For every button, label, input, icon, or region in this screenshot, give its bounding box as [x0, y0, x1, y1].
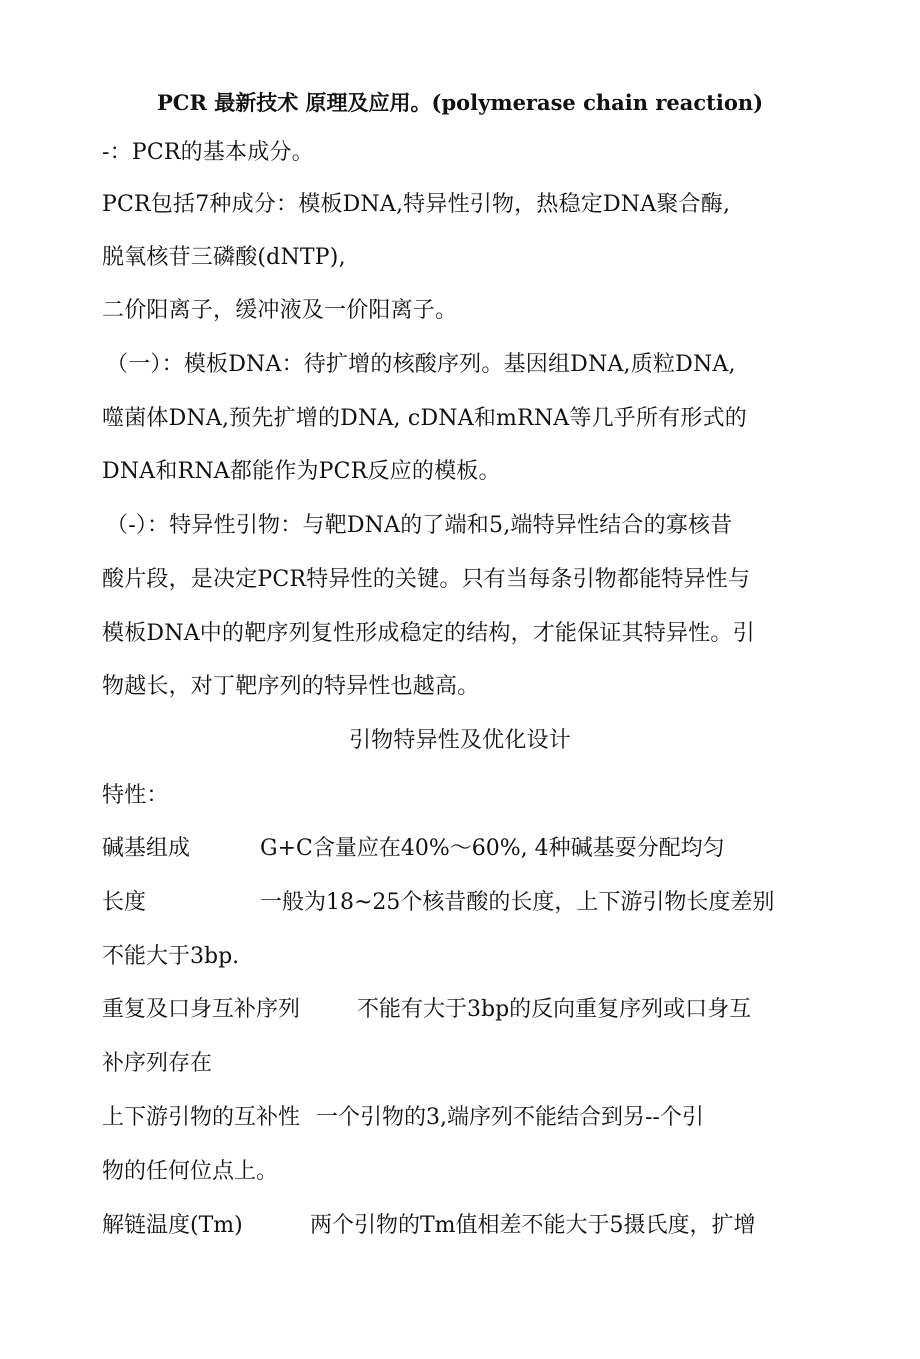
paragraph-primer-line-2: 酸片段，是决定PCR特异性的关键。只有当每条引物都能特异性与 [102, 567, 751, 592]
property-term-length: 长度 [102, 890, 147, 915]
property-desc-repeats-line-1: 不能有大于3bp的反向重复序列或口身互 [357, 997, 752, 1022]
paragraph-components-line-1: PCR包括7种成分：模板DNA,特异性引物，热稳定DNA聚合酶, [102, 192, 731, 217]
property-desc-length-line-1: 一般为18~25个核昔酸的长度，上下游引物长度差别 [260, 890, 775, 915]
property-term-melting-temperature: 解链温度(Tm) [102, 1213, 243, 1238]
property-desc-repeats-line-2: 补序列存在 [102, 1051, 213, 1076]
paragraph-components-line-3: 二价阳离子，缓冲液及一价阳离子。 [102, 298, 458, 323]
paragraph-template-line-3: DNA和RNA都能作为PCR反应的模板。 [102, 459, 501, 484]
property-desc-melting-temperature: 两个引物的Tm值相差不能大于5摄氏度，扩增 [310, 1213, 756, 1238]
paragraph-primer-line-1: （-）：特异性引物：与靶DNA的了端和5,端特异性结合的寡核昔 [106, 513, 733, 538]
section-heading-basic-components: -：PCR的基本成分。 [102, 140, 314, 165]
paragraph-primer-line-4: 物越长，对丁靶序列的特异性也越高。 [102, 674, 480, 699]
property-desc-length-line-2: 不能大于3bp. [102, 944, 240, 969]
subheading-primer-design: 引物特异性及优化设计 [348, 728, 571, 753]
paragraph-primer-line-3: 模板DNA中的靶序列复性形成稳定的结构，才能保证其特异性。引 [102, 621, 755, 646]
property-term-repeats: 重复及口身互补序列 [102, 997, 301, 1022]
paragraph-components-line-2: 脱氧核苷三磷酸(dNTP), [102, 245, 346, 270]
property-desc-complementarity-line-1: 一个引物的3,端序列不能结合到另--个引 [316, 1105, 704, 1130]
paragraph-template-line-2: 噬菌体DNA,预先扩增的DNA, cDNA和mRNA等几乎所有形式的 [102, 406, 747, 431]
properties-label: 特性： [102, 783, 169, 808]
property-desc-base-composition: G+C含量应在40%～60%, 4种碱基耍分配均匀 [260, 836, 725, 861]
document-title: PCR 最新技术 原理及应用。(polymerase chain reaction) [156, 90, 764, 115]
property-term-base-composition: 碱基组成 [102, 836, 191, 861]
paragraph-template-line-1: （一）：模板DNA：待扩增的核酸序列。基因组DNA,质粒DNA, [106, 352, 736, 377]
property-term-complementarity: 上下游引物的互补性 [102, 1105, 301, 1130]
property-desc-complementarity-line-2: 物的任何位点上。 [102, 1159, 279, 1184]
